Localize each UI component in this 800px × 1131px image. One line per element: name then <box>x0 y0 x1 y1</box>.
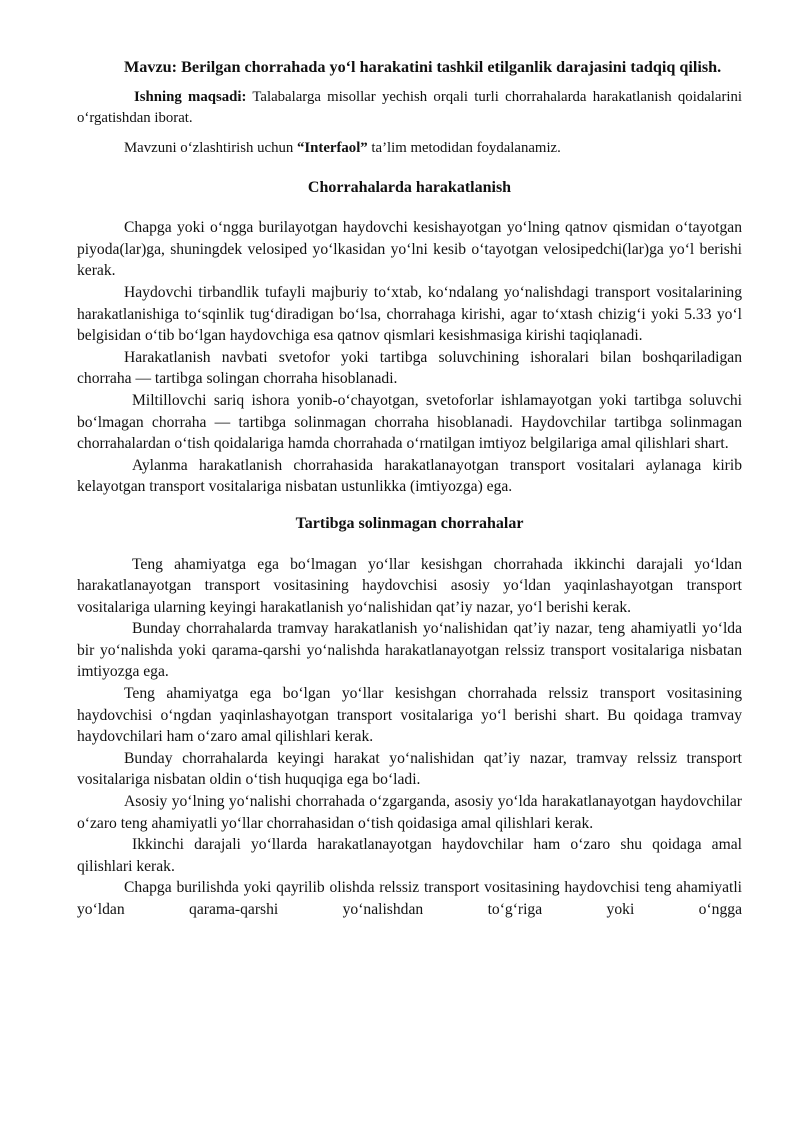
topic-paragraph <box>77 56 742 78</box>
section-heading-unregulated: Tartibga solinmagan chorrahalar <box>295 514 524 532</box>
method-after: ta’lim metodidan foydalanamiz. <box>367 140 561 156</box>
aim-text: Talabalarga misollar yechish orqali turli chorrahalarda harakatlanish qoidalarini o‘rgatishdan iborat. <box>77 89 743 126</box>
paragraph: Haydovchi tirbandlik tufayli majburiy to‘xtab, ko‘ndalang yo‘nalishdagi transport vositalarining harakatlanishiga to‘sqinlik tug‘diradigan bo‘lsa, chorrahaga kirishi, agar to‘xtash chizig‘i yoki 5.33 yo‘l belgisidan o‘tib bo‘lgan haydovchiga esa qatnov qismlari kesishmasiga kirishi taqiqlanadi. <box>77 283 742 345</box>
paragraph: Aylanma harakatlanish chorrahasida harakatlanayotgan transport vositalari aylanaga kirib kelayotgan transport vositalariga nisbatan ustunlikka (imtiyozga) ega. <box>77 456 742 496</box>
document-page <box>77 56 742 921</box>
method-before: Mavzuni o‘zlashtirish uchun <box>124 140 298 156</box>
paragraph: Ikkinchi darajali yo‘llarda harakatlanayotgan haydovchilar ham o‘zaro shu qoidaga amal qilishlari kerak. <box>77 836 742 875</box>
paragraph: Teng ahamiyatga ega bo‘lmagan yo‘llar kesishgan chorrahada ikkinchi darajali yo‘ldan harakatlanayotgan transport vositasining haydovchisi asosiy yo‘ldan yaqinlashayotgan transport vositalariga ularning keyingi harakatlanish yo‘nalishidan qat’iy nazar, yo‘l berishi kerak. <box>77 555 742 616</box>
paragraph: Bunday chorrahalarda tramvay harakatlanish yo‘nalishidan qat’iy nazar, teng ahamiyatli yo‘lda bir yo‘nalishda yoki qarama-qarshi yo‘nalishda harakatlanayotgan relssiz transport vositalariga nisbatan imtiyozga ega. <box>77 620 742 681</box>
paragraph: Bunday chorrahalarda keyingi harakat yo‘nalishidan qat’iy nazar, tramvay relssiz transport vositalariga nisbatan oldin o‘tish huquqiga ega bo‘ladi. <box>77 749 742 789</box>
topic-label: Mavzu: <box>124 58 178 76</box>
aim-label: Ishning maqsadi: <box>134 89 247 105</box>
paragraph: Miltillovchi sariq ishora yonib-o‘chayotgan, svetoforlar ishlamayotgan yoki tartibga soluvchi bo‘lmagan chorraha — tartibga solinmagan chorraha hisoblanadi. Haydovchilar tartibga solinmagan chorrahalardan o‘tish qoidalariga hamda chorrahada o‘rnatilgan imtiyoz belgilariga amal qilishlari shart. <box>77 391 742 453</box>
paragraph: Chapga burilishda yoki qayrilib olishda relssiz transport vositasining haydovchisi teng ahamiyatli yo‘ldan qarama-qarshi yo‘nalishdan to‘g‘riga yoki o‘ngga <box>77 879 742 918</box>
section-heading-intersections: Chorrahalarda harakatlanish <box>307 178 512 196</box>
method-bold: “Interfaol” <box>297 140 368 156</box>
aim-paragraph <box>77 87 742 129</box>
paragraph: Harakatlanish navbati svetofor yoki tartibga soluvchining ishoralari bilan boshqariladigan chorraha — tartibga solingan chorraha hisoblanadi. <box>77 348 742 388</box>
paragraph: Chapga yoki o‘ngga burilayotgan haydovchi kesishayotgan yo‘lning qatnov qismidan o‘tayotgan piyoda(lar)ga, shuningdek velosiped yo‘lkasidan yo‘lni kesib o‘tayotgan velosipedchi(lar)ga yo‘l berishi kerak. <box>77 219 742 280</box>
paragraph: Asosiy yo‘lning yo‘nalishi chorrahada o‘zgarganda, asosiy yo‘lda harakatlanayotgan haydovchilar o‘zaro teng ahamiyatli yo‘llar chorrahasidan o‘tish qoidasiga amal qilishlari kerak. <box>77 793 742 832</box>
paragraph: Teng ahamiyatga ega bo‘lgan yo‘llar kesishgan chorrahada relssiz transport vositasining haydovchisi o‘ngdan yaqinlashayotgan transport vositalariga yo‘l berishi shart. Bu qoidaga tramvay haydovchilari ham o‘zaro amal qilishlari kerak. <box>77 685 742 746</box>
topic-text: Berilgan chorrahada yo‘l harakatini tashkil etilganlik darajasini tadqiq qilish. <box>181 58 722 76</box>
method-paragraph <box>77 138 742 160</box>
